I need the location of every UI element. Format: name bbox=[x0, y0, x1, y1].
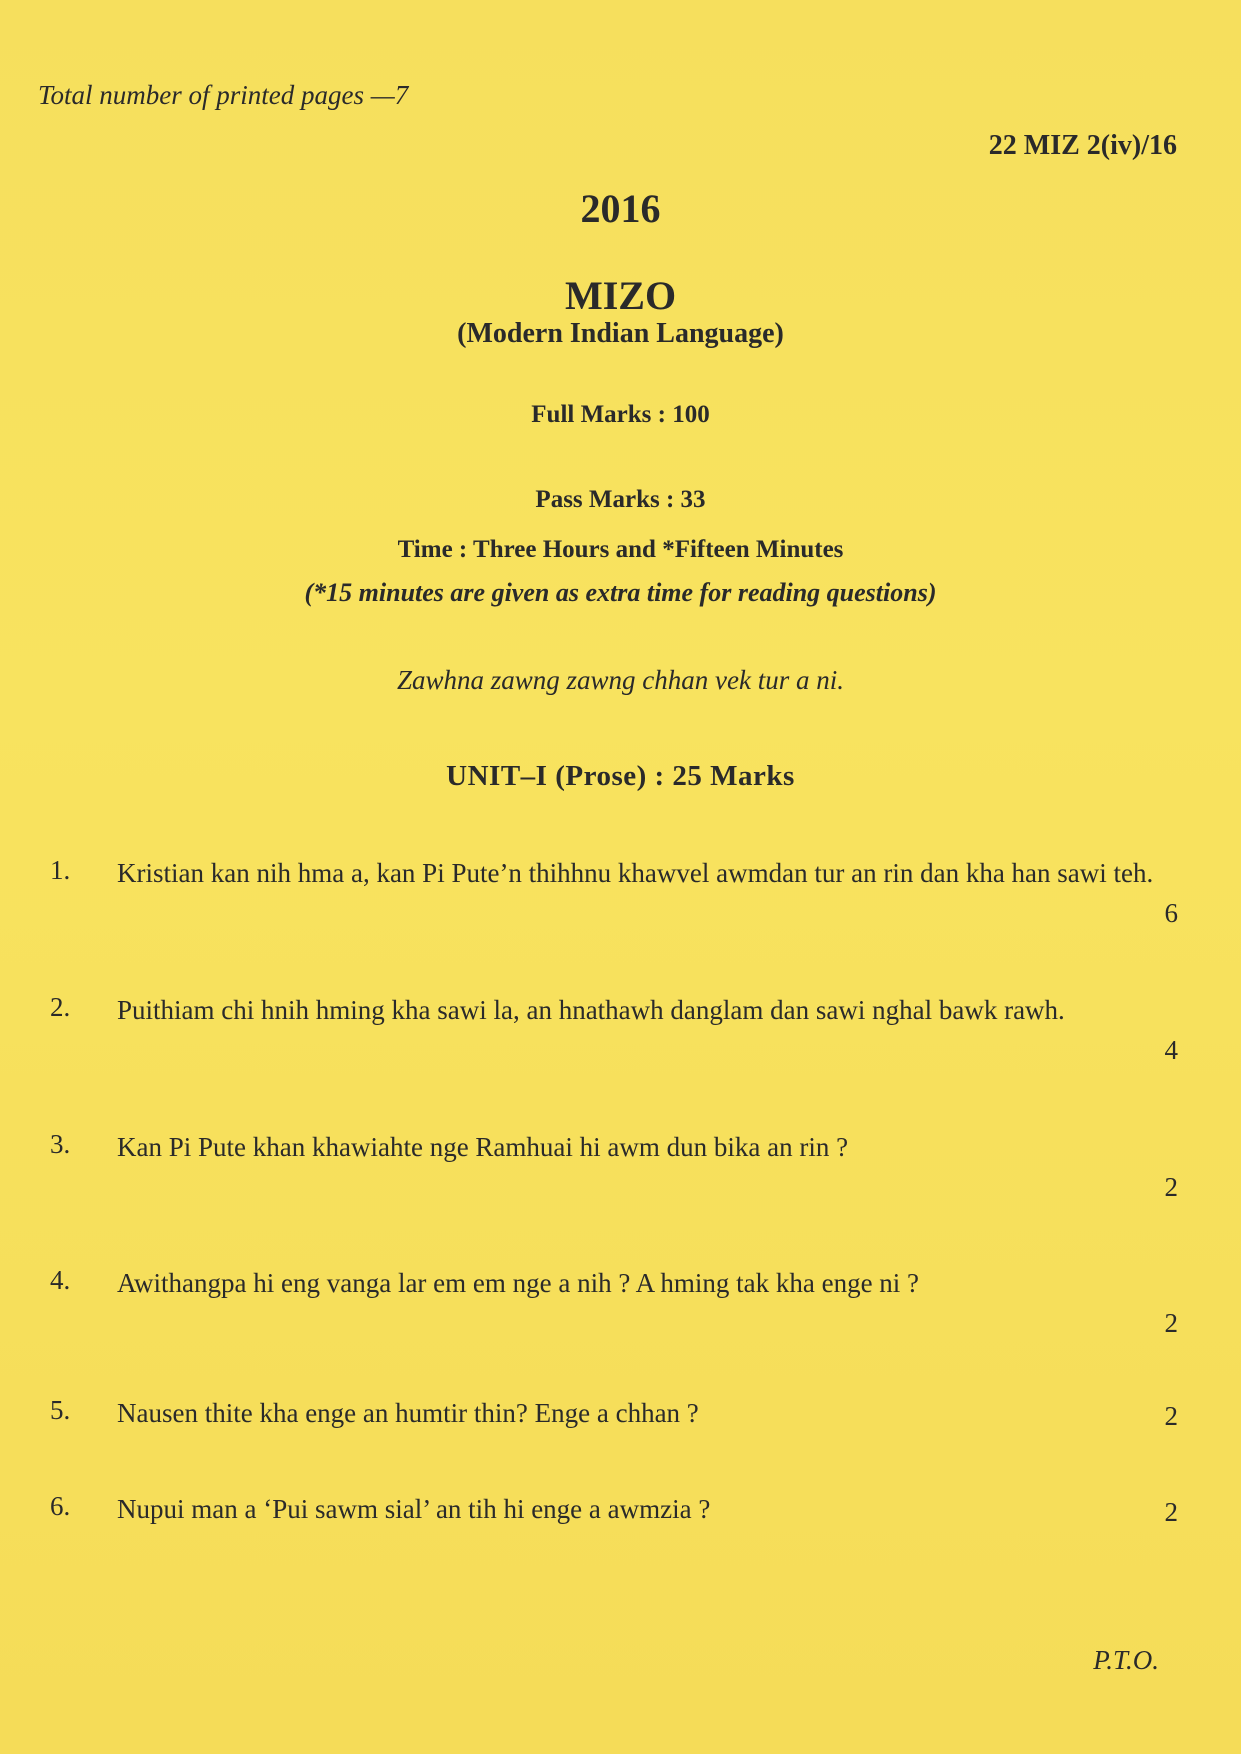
question-item bbox=[50, 855, 1178, 929]
exam-year: 2016 bbox=[580, 186, 661, 231]
extra-time-note: (*15 minutes are given as extra time for reading questions) bbox=[304, 578, 937, 607]
question-text: Puithiam chi hnih hming kha sawi la, an hnathawh danglam dan sawi nghal bawk rawh. bbox=[117, 995, 1065, 1025]
question-item bbox=[50, 1129, 1178, 1203]
pto-note: P.T.O. bbox=[1093, 1645, 1159, 1675]
question-number: 2. bbox=[50, 992, 71, 1022]
question-marks: 2 bbox=[1164, 1497, 1178, 1527]
printed-pages-note: Total number of printed pages —7 bbox=[38, 80, 409, 110]
question-item bbox=[50, 992, 1178, 1066]
question-item bbox=[50, 1491, 1178, 1528]
question-marks: 2 bbox=[1164, 1308, 1178, 1338]
question-number: 3. bbox=[50, 1129, 71, 1159]
question-marks: 4 bbox=[1164, 1035, 1178, 1065]
question-number: 6. bbox=[50, 1491, 71, 1521]
subject-subtitle: (Modern Indian Language) bbox=[457, 318, 784, 349]
subject-title: MIZO bbox=[564, 273, 677, 318]
question-marks: 2 bbox=[1164, 1401, 1178, 1431]
question-text: Kan Pi Pute khan khawiahte nge Ramhuai hi awm dun bika an rin ? bbox=[117, 1132, 849, 1162]
paper-code: 22 MIZ 2(iv)/16 bbox=[988, 130, 1177, 161]
question-text: Nausen thite kha enge an humtir thin? Enge a chhan ? bbox=[117, 1398, 699, 1428]
pass-marks: Pass Marks : 33 bbox=[535, 486, 706, 513]
question-number: 5. bbox=[50, 1395, 71, 1425]
question-number: 4. bbox=[50, 1265, 71, 1295]
question-item bbox=[50, 1265, 1178, 1339]
unit-heading: UNIT–I (Prose) : 25 Marks bbox=[446, 760, 795, 792]
full-marks: Full Marks : 100 bbox=[531, 401, 710, 428]
question-text: Nupui man a ‘Pui sawm sial’ an tih hi enge a awmzia ? bbox=[117, 1494, 711, 1524]
question-marks: 2 bbox=[1164, 1172, 1178, 1202]
question-text: Kristian kan nih hma a, kan Pi Pute’n thihhnu khawvel awmdan tur an rin dan kha han sawi teh. bbox=[117, 858, 1154, 888]
question-item bbox=[50, 1395, 1178, 1432]
question-number: 1. bbox=[50, 855, 71, 885]
question-marks: 6 bbox=[1164, 898, 1178, 928]
exam-time: Time : Three Hours and *Fifteen Minutes bbox=[397, 536, 844, 563]
instruction: Zawhna zawng zawng chhan vek tur a ni. bbox=[396, 665, 844, 695]
question-text: Awithangpa hi eng vanga lar em em nge a nih ? A hming tak kha enge ni ? bbox=[117, 1268, 920, 1298]
